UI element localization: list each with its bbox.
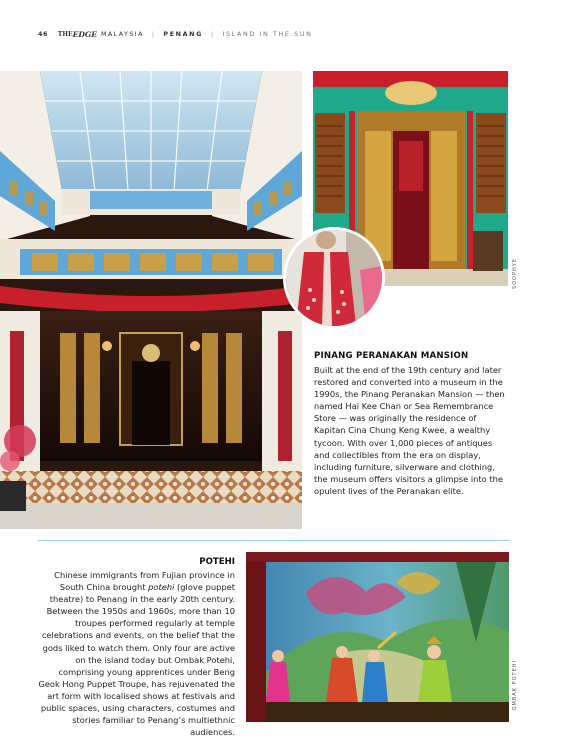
mansion-courtyard-photo	[0, 71, 302, 529]
header-separator: |	[151, 30, 156, 38]
photo-credit-soophye: SOOPHYE	[512, 258, 518, 290]
potehi-body-part2: (glove puppet theatre) to Penang in the early 20th century. Between the 1950s and 1960s, more than 10 troupes performed regularly at temple celebrations and events, on the belief that the gods liked to watch them. Only four are active on the island today but Ombak Potehi, comprising young apprentices under Beng Geok Hong Puppet Troupe, has rejuvenated the art form with localised shows at festivals and public spaces, using characters, costumes and stories familiar to Penang’s multiethnic audiences.	[38, 582, 235, 738]
mansion-title: PINANG PERANAKAN MANSION	[314, 351, 469, 361]
header-separator: |	[210, 30, 215, 38]
potehi-body-italic: potehi	[148, 582, 175, 593]
potehi-body-text	[38, 569, 235, 738]
potehi-title: POTEHI	[199, 557, 235, 567]
kebaya-inset-photo	[283, 227, 385, 329]
brand-the: THE	[57, 30, 73, 38]
photo-credit-ombak-potehi: OMBAK POTEHI	[512, 660, 518, 711]
subsection-name: ISLAND IN THE SUN	[222, 30, 313, 38]
potehi-puppet-photo	[246, 552, 509, 722]
potehi-body-part1: Chinese immigrants from Fujian province in South China brought	[54, 570, 235, 593]
mansion-body-text: Built at the end of the 19th century and later restored and converted into a museum in the 1990s, the Pinang Peranakan Mansion — then named Hai Kee Chan or Sea Remembrance Store — was originally the residence of Kapitan Cina Chung Keng Kwee, a wealthy tycoon. With over 1,000 pieces of antiques and collectibles from the era on display, including furniture, silverware and clothing, the museum offers visitors a glimpse into the opulent lives of the Peranakan elite.	[314, 365, 505, 496]
page-number: 46	[38, 30, 48, 38]
page-header	[38, 28, 312, 40]
brand-edge: EDGE	[72, 29, 97, 39]
section-name: PENANG	[163, 30, 203, 38]
brand-country: MALAYSIA	[100, 30, 144, 38]
section-divider	[38, 540, 510, 541]
